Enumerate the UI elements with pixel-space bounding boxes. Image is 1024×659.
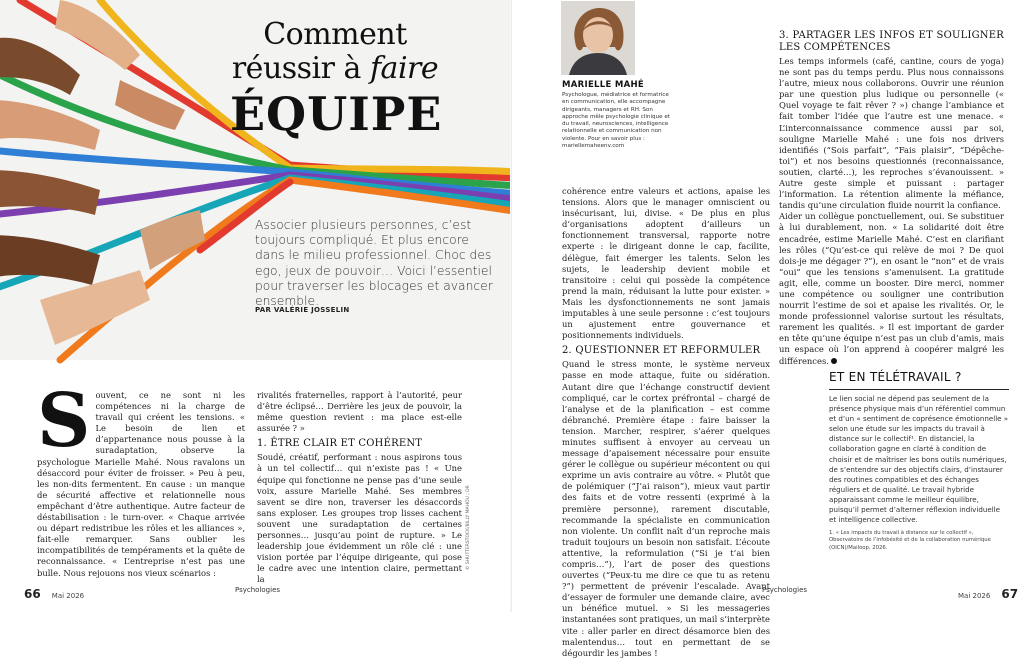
- issue-date-right: Mai 2026: [958, 592, 991, 600]
- sidebar-box-footnote: 1. « Les impacts du travail à distance sur le collectif », Observatoire de l’infobésité et de la collaboration numérique (OICN)/Mailoop, 2026.: [829, 530, 991, 551]
- photo-credit: © SHUTTERSTOCK/BILLY MAHOU ; DR: [466, 485, 471, 570]
- section-heading-1: 1. ÊTRE CLAIR ET COHÉRENT: [257, 438, 423, 450]
- magazine-name-right: Psychologies: [762, 586, 808, 594]
- section-heading-3: 3. PARTAGER LES INFOS ET SOULIGNER LES COMPÉTENCES: [779, 30, 1004, 53]
- body-column-4: [779, 30, 1004, 367]
- byline: PAR VALÉRIE JOSSELIN: [255, 306, 350, 314]
- right-page: [512, 0, 1024, 658]
- body-text-2: Soudé, créatif, performant : nous aspirons tous à un tel collectif… qui n’existe pas ! « Une équipe qui fonctionne ne pense pas d’une seule voix, assure Marielle Mahé. Ses membres savent se dire non, traverser les désaccords sans exploser. Les groupes trop lisses cachent souvent une suradaptation de certaines personnes… jusqu’au point de rupture. » Le leadership joue évidemment un rôle clé : une vision portée par l’équipe dirigeante, qui pose le cadre avec une intention claire, permettant la: [257, 452, 462, 585]
- section-heading-2: 2. QUESTIONNER ET REFORMULER: [562, 345, 761, 357]
- sidebar-box-text: Le lien social ne dépend pas seulement de la présence physique mais d’un référentiel commun et d’un « sentiment de coprésence émotionnelle » selon une étude sur les impacts du travail à distance sur le collectif¹. En distanciel, la collaboration gagne en clarté à condition de choisir et de maîtriser les bons outils numériques, de s’entendre sur des objectifs clairs, d’instaurer des routines compatibles et des échanges réguliers et de qualité. Le travail hybride apparaissant comme le meilleur équilibre, puisqu’il permet d’alterner réflexion individuelle et intelligence collective.: [829, 394, 1009, 525]
- drop-cap: S: [37, 378, 91, 464]
- body-column-2: [257, 390, 462, 586]
- title-line-2: réussir à faire: [231, 51, 439, 86]
- body-column-3: [562, 186, 770, 659]
- sidebar-box-title: ET EN TÉLÉTRAVAIL ?: [829, 370, 1009, 390]
- left-page: [0, 0, 512, 612]
- article-title: [230, 17, 443, 142]
- end-mark-icon: [831, 358, 837, 364]
- author-bio: [562, 80, 670, 150]
- hero-photo: [0, 0, 512, 360]
- body-text-3: cohérence entre valeurs et actions, apaise les tensions. Alors que le manager omniscient ou insécurisant, lui, divise. « De plus en plus d’organisations adoptent d’ailleurs un fonctionnement transversal, rapporte notre experte : le dirigeant donne le cap, facilite, délègue, fait émerger les talents. Selon les sujets, le leadership devient mobile et transitoire : celui qui possède la compétence prend la main, réduisant la lutte pour exister. » Mais les dysfonctionnements ne sont jamais imputables à une seule personne : c’est toujours un ajustement entre gouvernance et positionnements individuels.: [562, 186, 770, 341]
- folio-right: [958, 583, 1018, 602]
- author-portrait: [561, 1, 635, 75]
- bio-text: Psychologue, médiatrice et formatrice en communication, elle accompagne dirigeants, managers et RH. Son approche mêle psychologie clinique et du travail, neurosciences, intelligence relationnelle et communication non violente. Pour en savoir plus : mariellemaheenv.com: [562, 92, 670, 150]
- body-text-3b: Quand le stress monte, le système nerveux passe en mode attaque, fuite ou sidération. Autant dire que l’échange constructif devient compliqué, car le cortex préfrontal – chargé de l’analyse et de la planification – est comme débranché. Première étape : faire baisser la tension. Marcher, respirer, s’aérer quelques minutes suffisent à envoyer au cerveau un message d’apaisement nécessaire pour ensuite gérer le collègue ou supérieur mécontent ou qui exprime un avis contraire au vôtre. « Plutôt que de polémiquer (“J’ai raison”), mieux vaut partir des faits et de votre ressenti (exprimé à la première personne), rarement discutable, recommande la spécialiste en communication non violente. Un conflit naît d’un reproche mais traduit toujours un besoin non satisfait. L’écoute attentive, la reformulation (“Si je t’ai bien compris…”), l’art de poser des questions ouvertes (“Peux-tu me dire ce que tu as retenu ?”) permettent de prévenir l’escalade. Avant d’essayer de formuler une demande claire, avec un bénéfice mutuel. » Si les messageries instantanées sont pratiques, un mail s’interprète vite : aller parler en direct désamorce bien des malentendus… tout en permettant de se dégourdir les jambes !: [562, 359, 770, 658]
- body-text-1: ouvent, ce ne sont ni les compétences ni la charge de travail qui créent les tensions. « Le besoin de lien et d’appartenance nous pousse à la suradaptation, observe la psychologue Marielle Mahé. Nous ravalons un désaccord pour éviter de froisser. » Peu à peu, les non-dits fermentent. En cause : un manque de sécurité affective et relationnelle nous empêchant d’être authentique. Autre facteur de déstabilisation : le turn-over. « Chaque arrivée ou départ redistribue les rôles et les alliances », fait-elle remarquer. Sans oublier les incompatibilités de tempéraments et la quête de reconnaissance. « L’entreprise n’est pas une bulle. Nous rejouons nos vieux scénarios :: [37, 390, 245, 578]
- page-number-right: 67: [1001, 587, 1019, 601]
- folio-left: [24, 583, 84, 602]
- title-line-1: Comment: [263, 17, 407, 52]
- body-text-2-intro: rivalités fraternelles, rapport à l’autorité, peur d’être éclipsé… Derrière les jeux de pouvoir, la même question revient : ma place est-elle assurée ? »: [257, 390, 462, 434]
- body-text-4b: Aider un collègue ponctuellement, oui. Se substituer à lui durablement, non. « La solidarité doit être encadrée, estime Marielle Mahé. C’est en clarifiant les rôles (“Qu’est-ce qui relève de moi ? De quoi dois-je me dégager ?”), en osant le “non” et de vrais “oui” que les tensions s’amenuisent. La gratitude agit, elle, comme un booster. Dire merci, nommer une compétence ou souligner une contribution nourrit l’estime de soi et apaise les rivalités. Or, le monde professionnel valorise surtout les résultats, rarement les qualités. » Il est important de garder en tête qu’une équipe n’est pas un club d’amis, mais un espace où l’on apprend à coopérer malgré les différences.: [779, 211, 1004, 366]
- page-number-left: 66: [24, 587, 41, 601]
- sidebar-box-teletravail: [829, 370, 1009, 570]
- portrait-image: [561, 1, 635, 75]
- title-line-3: ÉQUIPE: [230, 87, 443, 141]
- body-text-4: Les temps informels (café, cantine, cours de yoga) ne sont pas du temps perdu. Plus nous connaissons l’autre, mieux nous collaborons. Ouvrir une réunion par une question plus ludique ou personnelle (« Quel voyage te fait rêver ? ») change l’ambiance et fait tomber l’idée que l’autre est une menace. « L’interconnaissance commence aussi par soi, souligne Marielle Mahé : une fois nos drivers identifiés (“Sois parfait”, “Fais plaisir”, “Dépêche-toi”) et nos besoins questionnés (reconnaissance, soutien, clarté…), les reproches s’évanouissent. » Autre geste simple et puissant : partager l’information. La rétention alimente la méfiance, tandis qu’une circulation fluide nourrit la confiance.: [779, 56, 1004, 211]
- body-column-1: [37, 378, 245, 579]
- standfirst: Associer plusieurs personnes, c’est toujours compliqué. Et plus encore dans le milieu professionnel. Choc des ego, jeux de pouvoir… Voici l’essentiel pour traverser les blocages et avancer ensemble.: [255, 218, 493, 309]
- bio-name: MARIELLE MAHÉ: [562, 80, 645, 90]
- issue-date-left: Mai 2026: [51, 592, 85, 600]
- magazine-name-left: Psychologies: [235, 586, 281, 594]
